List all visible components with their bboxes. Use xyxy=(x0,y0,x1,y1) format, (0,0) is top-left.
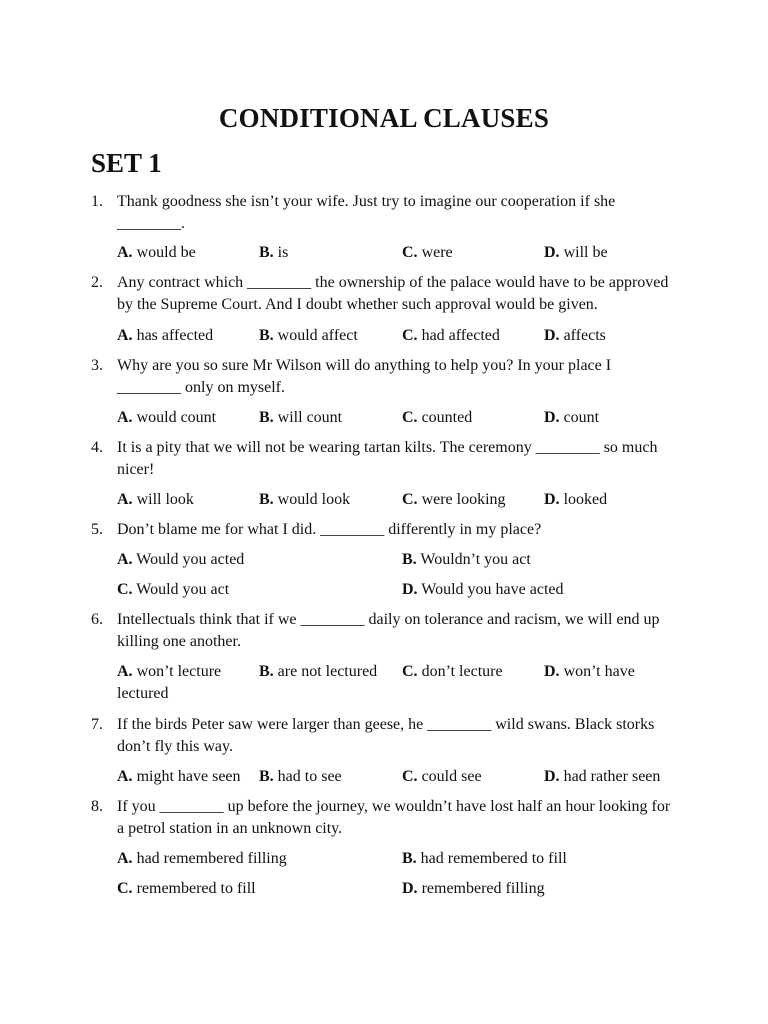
option-letter: B. xyxy=(259,327,274,344)
option-d xyxy=(402,579,564,601)
option-d xyxy=(544,661,635,683)
option-letter: C. xyxy=(402,327,418,344)
option-letter: B. xyxy=(259,491,274,508)
option-d xyxy=(402,878,545,900)
option-continuation: lectured xyxy=(117,685,169,702)
option-b xyxy=(402,549,531,571)
option-b xyxy=(259,661,377,683)
option-a xyxy=(117,848,287,870)
option-letter: A. xyxy=(117,327,133,344)
option-c xyxy=(402,325,500,347)
option-a xyxy=(117,549,244,571)
option-text: Would you act xyxy=(136,581,230,598)
set-heading: SET 1 xyxy=(91,148,162,178)
option-text: will count xyxy=(277,409,343,426)
option-d xyxy=(544,325,606,347)
question-text: Don’t blame me for what I did. ________ differently in my place? xyxy=(117,521,542,538)
option-letter: D. xyxy=(544,409,560,426)
option-letter: D. xyxy=(544,491,560,508)
option-letter: B. xyxy=(402,850,417,867)
option-text: is xyxy=(277,244,289,261)
option-text: won’t lecture xyxy=(136,663,222,680)
option-letter: D. xyxy=(402,880,418,897)
option-text: Wouldn’t you act xyxy=(420,551,531,568)
option-letter: D. xyxy=(544,244,560,261)
option-text: might have seen xyxy=(136,768,241,785)
option-letter: A. xyxy=(117,850,133,867)
option-text: remembered filling xyxy=(421,880,545,897)
option-c xyxy=(402,661,503,683)
option-d xyxy=(544,489,607,511)
option-letter: B. xyxy=(402,551,417,568)
option-d xyxy=(544,407,599,429)
question-number: 8. xyxy=(91,798,103,815)
option-b xyxy=(259,242,288,264)
option-letter: D. xyxy=(402,581,418,598)
option-letter: C. xyxy=(402,768,418,785)
option-text: will look xyxy=(136,491,194,508)
option-d xyxy=(544,242,608,264)
question-number: 4. xyxy=(91,439,103,456)
option-text: don’t lecture xyxy=(421,663,503,680)
option-c xyxy=(402,489,506,511)
question-number: 5. xyxy=(91,521,103,538)
option-c xyxy=(117,878,256,900)
option-d xyxy=(544,766,660,788)
option-letter: A. xyxy=(117,409,133,426)
option-a xyxy=(117,489,194,511)
option-a xyxy=(117,766,241,788)
option-b xyxy=(259,766,342,788)
option-text: would be xyxy=(136,244,196,261)
option-c xyxy=(402,766,482,788)
option-b xyxy=(402,848,567,870)
option-letter: C. xyxy=(402,409,418,426)
option-text: would affect xyxy=(277,327,358,344)
option-b xyxy=(259,407,342,429)
question-number: 1. xyxy=(91,193,103,210)
option-text: are not lectured xyxy=(277,663,378,680)
option-text: had remembered to fill xyxy=(420,850,567,867)
question-text: Any contract which ________ the ownership of the palace would have to be approved by the Supreme Court. And I doubt whether such approval would be given. xyxy=(117,274,669,313)
option-letter: C. xyxy=(402,244,418,261)
option-text: remembered to fill xyxy=(136,880,256,897)
option-letter: A. xyxy=(117,244,133,261)
option-letter: B. xyxy=(259,409,274,426)
option-letter: A. xyxy=(117,663,133,680)
option-letter: A. xyxy=(117,768,133,785)
option-letter: B. xyxy=(259,768,274,785)
option-letter: C. xyxy=(117,880,133,897)
option-text: had remembered filling xyxy=(136,850,287,867)
option-text: could see xyxy=(421,768,482,785)
option-text: looked xyxy=(563,491,608,508)
option-text: counted xyxy=(421,409,473,426)
question-text: Intellectuals think that if we ________ daily on tolerance and racism, we will end up killing one another. xyxy=(117,611,660,650)
option-text: had rather seen xyxy=(563,768,661,785)
question-number: 2. xyxy=(91,274,103,291)
question-text: Thank goodness she isn’t your wife. Just try to imagine our cooperation if she ________. xyxy=(117,193,616,232)
option-a xyxy=(117,325,213,347)
option-c xyxy=(117,579,229,601)
question-number: 3. xyxy=(91,357,103,374)
option-a xyxy=(117,407,216,429)
question-text: It is a pity that we will not be wearing tartan kilts. The ceremony ________ so much nicer! xyxy=(117,439,658,478)
option-text: Would you have acted xyxy=(421,581,564,598)
option-letter: D. xyxy=(544,663,560,680)
option-text: had affected xyxy=(421,327,500,344)
option-a xyxy=(117,661,221,683)
option-b xyxy=(259,489,350,511)
question-text: Why are you so sure Mr Wilson will do anything to help you? In your place I ________ only on myself. xyxy=(117,357,612,396)
option-b xyxy=(259,325,358,347)
question-text: If you ________ up before the journey, we wouldn’t have lost half an hour looking for a petrol station in an unknown city. xyxy=(117,798,671,837)
option-text: affects xyxy=(563,327,606,344)
option-text: won’t have xyxy=(563,663,635,680)
option-text: will be xyxy=(563,244,608,261)
option-text: had to see xyxy=(277,768,342,785)
option-letter: C. xyxy=(402,663,418,680)
option-text: were looking xyxy=(421,491,506,508)
option-text: Would you acted xyxy=(136,551,245,568)
option-letter: B. xyxy=(259,663,274,680)
option-letter: A. xyxy=(117,491,133,508)
option-c xyxy=(402,242,453,264)
option-text: would look xyxy=(277,491,351,508)
option-c xyxy=(402,407,472,429)
question-text: If the birds Peter saw were larger than geese, he ________ wild swans. Black storks don’t fly this way. xyxy=(117,716,655,755)
option-letter: D. xyxy=(544,327,560,344)
option-letter: B. xyxy=(259,244,274,261)
option-a xyxy=(117,242,196,264)
option-letter: D. xyxy=(544,768,560,785)
question-number: 7. xyxy=(91,716,103,733)
option-text: has affected xyxy=(136,327,214,344)
page-title: CONDITIONAL CLAUSES xyxy=(218,103,550,133)
option-letter: C. xyxy=(117,581,133,598)
option-letter: A. xyxy=(117,551,133,568)
option-letter: C. xyxy=(402,491,418,508)
option-text: count xyxy=(563,409,600,426)
option-text: would count xyxy=(136,409,217,426)
question-number: 6. xyxy=(91,611,103,628)
option-text: were xyxy=(421,244,453,261)
